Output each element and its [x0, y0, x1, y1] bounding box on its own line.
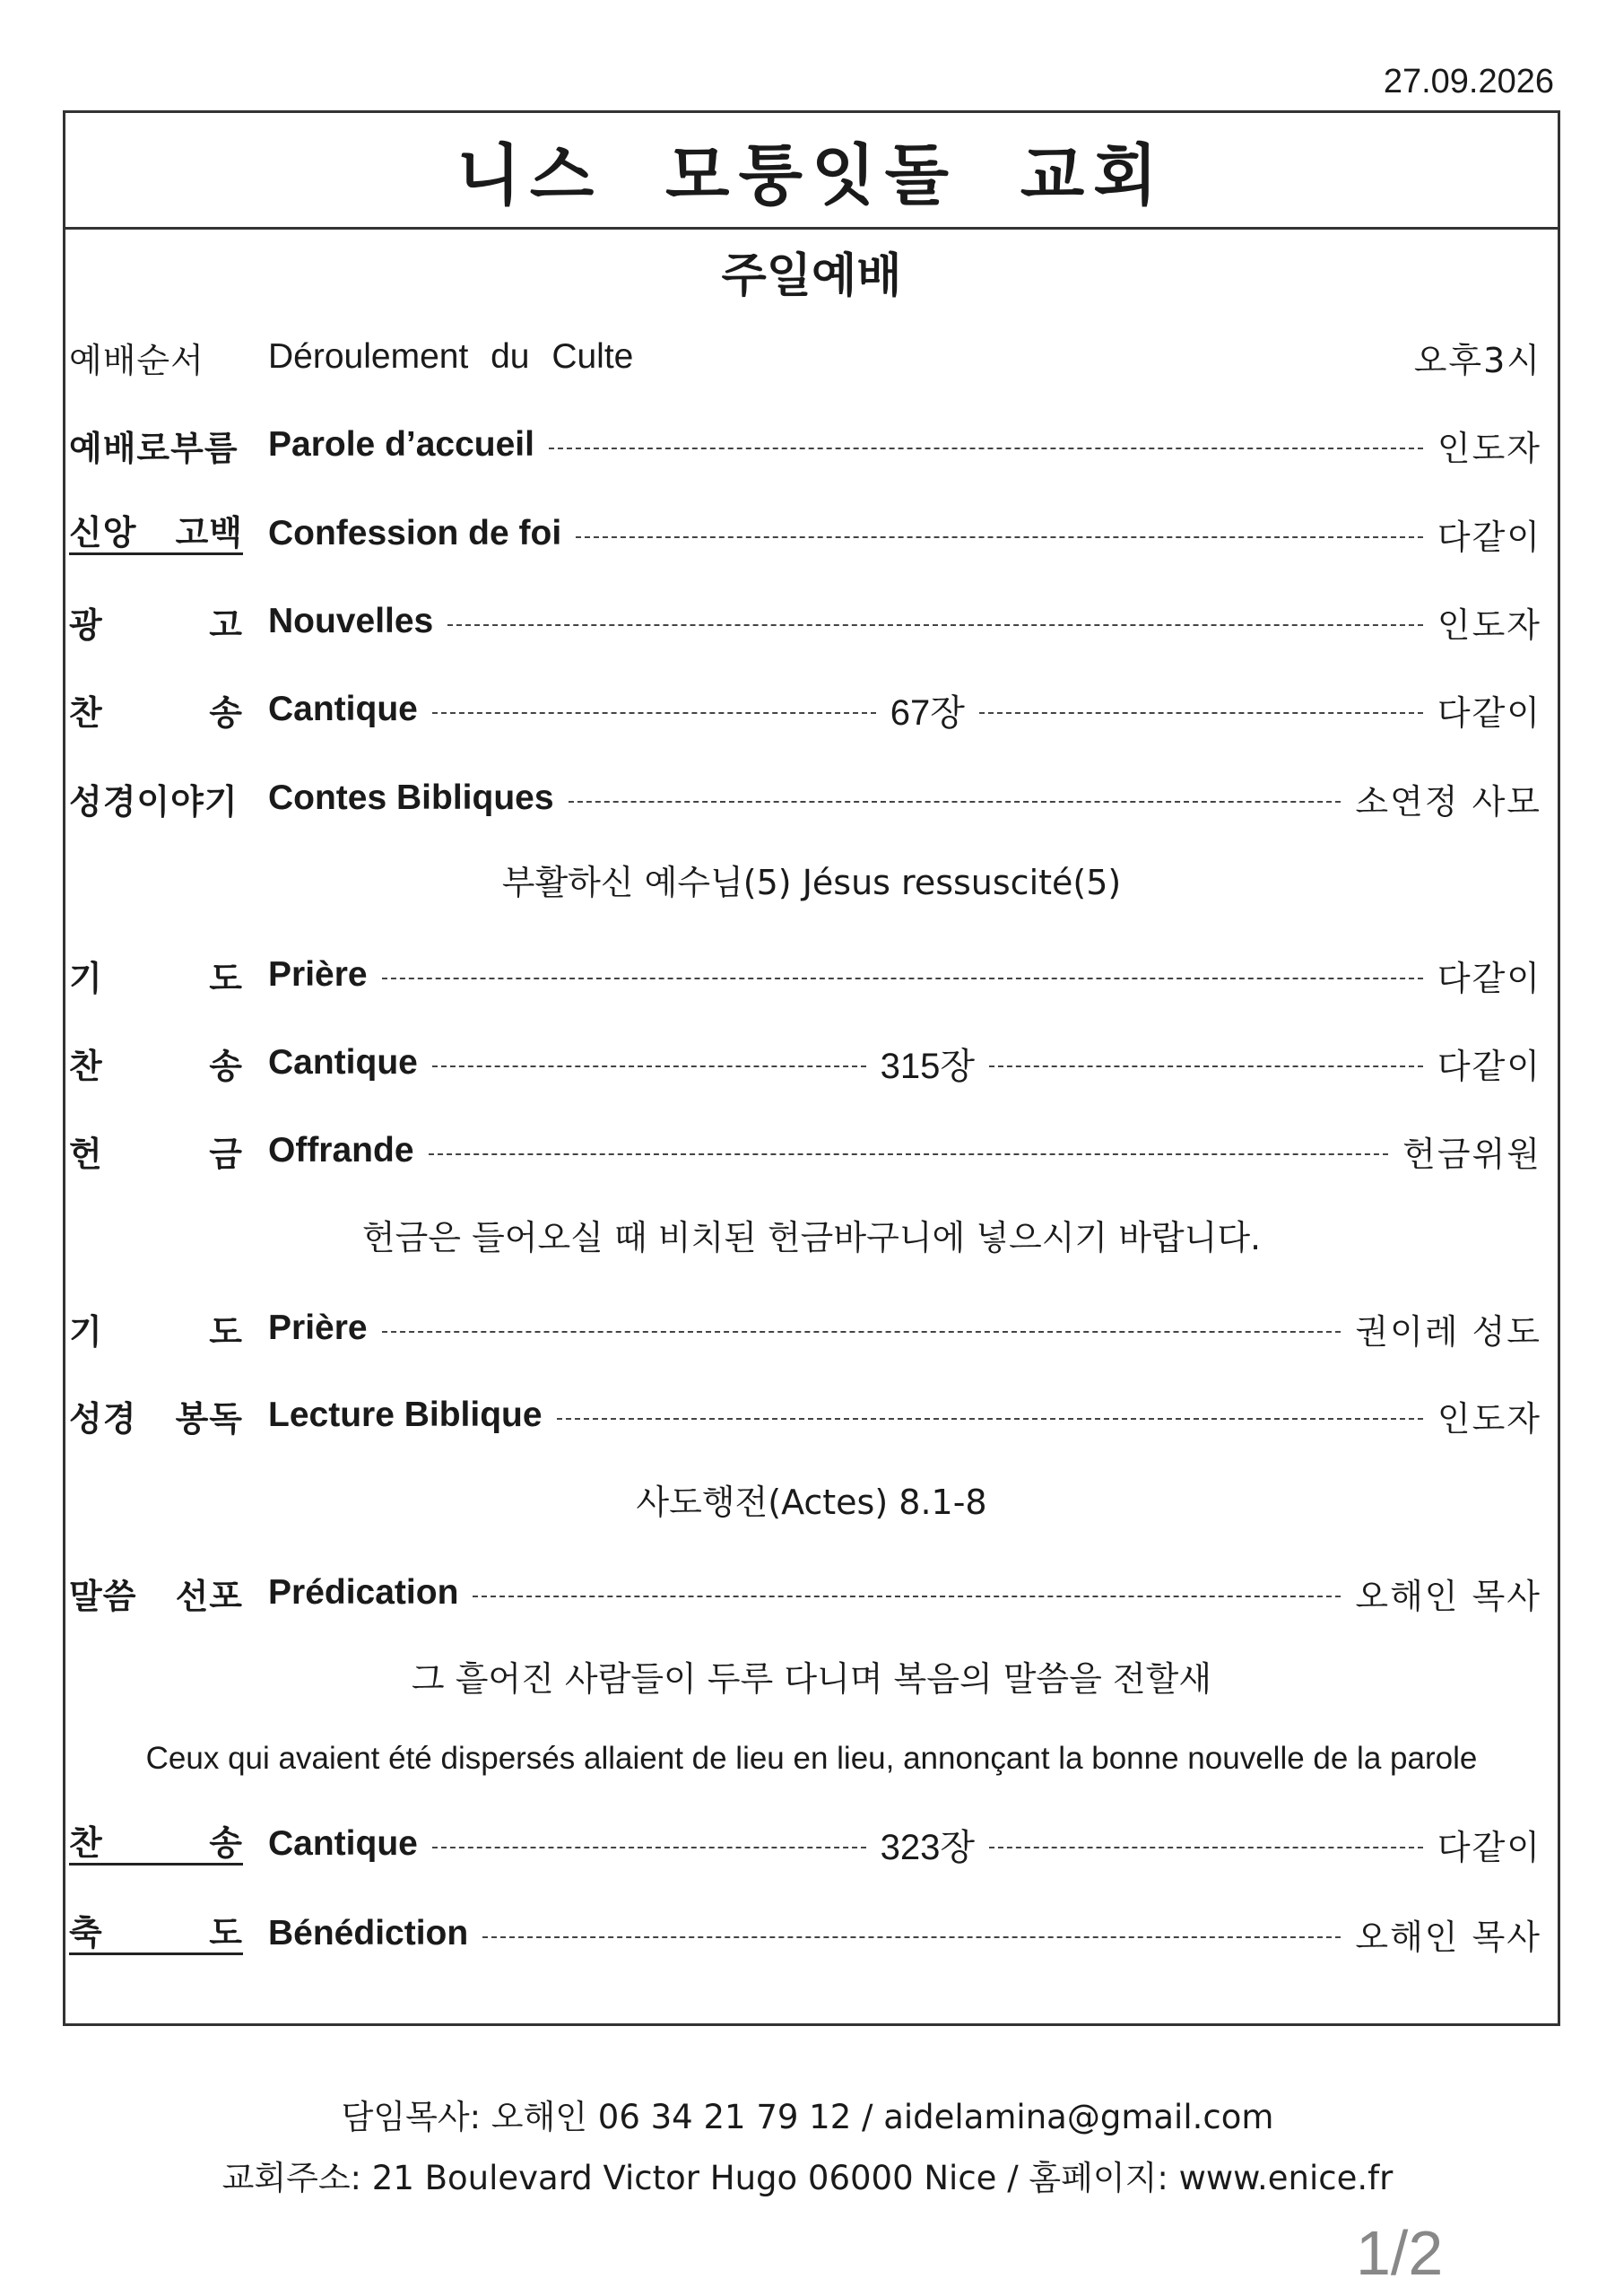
- order-item-kor: [69, 951, 243, 1000]
- dotted-leader: [382, 978, 1423, 979]
- order-item-kor-part: 기: [69, 958, 103, 998]
- dotted-leader: [989, 1847, 1423, 1848]
- order-item-role: 인도자: [1437, 1398, 1541, 1439]
- order-item: [65, 1564, 1554, 1622]
- dotted-leader: [557, 1418, 1423, 1420]
- order-item-kor-part: 성경: [69, 1398, 137, 1439]
- service-title: 주일예배: [721, 249, 902, 303]
- order-item-kor: [69, 1569, 243, 1618]
- dotted-leader: [432, 1847, 866, 1848]
- dotted-leader: [549, 448, 1423, 449]
- order-item-kor-part: 헌: [69, 1134, 103, 1174]
- order-item-kor-part: 신앙: [69, 512, 137, 552]
- order-item: [65, 416, 1554, 474]
- dotted-leader: [979, 712, 1423, 714]
- order-item-kor: [69, 774, 243, 823]
- order-item-kor-part: 말씀: [69, 1576, 137, 1616]
- order-item-role: 오해인 목사: [1355, 1917, 1541, 1957]
- order-item-kor: [69, 1391, 243, 1440]
- offering-note: 헌금은 들어오실 때 비치된 헌금바구니에 넣으시기 바랍니다.: [361, 1218, 1262, 1257]
- order-item-kor-part: 기: [69, 1311, 103, 1352]
- order-item-kor-part: 축: [69, 1912, 103, 1952]
- order-item-kor-part: 금: [209, 1134, 243, 1174]
- order-item-kor-part: 도: [209, 1912, 243, 1952]
- order-item-kor: [69, 1823, 243, 1866]
- hymn-number: 315장: [880, 1046, 976, 1086]
- order-item-fr: Bénédiction: [268, 1914, 469, 1952]
- order-item-kor-part: 송: [209, 692, 243, 733]
- sermon-text-kor: 그 흩어진 사람들이 두루 다니며 복음의 말씀을 전할새: [411, 1659, 1212, 1699]
- dotted-leader: [989, 1065, 1423, 1067]
- order-item: [65, 593, 1554, 650]
- order-item-kor: [69, 513, 243, 555]
- order-item-kor: [69, 1913, 243, 1955]
- hymn-number: 67장: [890, 692, 965, 733]
- order-item-role: 다같이: [1437, 692, 1542, 733]
- order-item-kor-part: 도: [209, 958, 243, 998]
- order-item: [65, 1905, 1554, 1962]
- order-item-fr: Cantique: [268, 690, 418, 728]
- dotted-leader: [429, 1153, 1389, 1155]
- order-item-role: 다같이: [1437, 517, 1541, 557]
- church-address: 교회주소: 21 Boulevard Victor Hugo 06000 Nice / 홈페이지: www.enice.fr: [221, 2159, 1394, 2197]
- sermon-text-fr: Ceux qui avaient été dispersés allaient de lieu en lieu, annonçant la bonne nouvelle de la parole: [145, 1741, 1478, 1776]
- order-item-role: 다같이: [1437, 1046, 1542, 1086]
- dotted-leader: [576, 536, 1423, 538]
- order-item-fr: Prière: [268, 1309, 368, 1347]
- order-item-fr: Nouvelles: [268, 602, 434, 640]
- order-header-kor: 예배순서: [69, 340, 204, 380]
- order-item-kor-part: 광: [69, 604, 103, 645]
- order-item-kor: [69, 1126, 243, 1176]
- order-item: [65, 1034, 1554, 1091]
- bulletin-date: 27.09.2026: [1383, 63, 1554, 100]
- order-item: [65, 1122, 1554, 1179]
- order-item: [65, 1815, 1554, 1873]
- dotted-leader: [482, 1936, 1341, 1938]
- order-item: [65, 1300, 1554, 1357]
- order-item-kor-part: 고: [209, 604, 243, 645]
- order-header-fr: Déroulement du Culte: [268, 337, 634, 376]
- order-item-fr: Confession de foi: [268, 514, 562, 552]
- order-item-kor-part: 찬: [69, 692, 103, 733]
- order-item-role: 인도자: [1437, 604, 1541, 645]
- order-item-fr: Lecture Biblique: [268, 1396, 543, 1434]
- order-item-fr: Offrande: [268, 1131, 414, 1170]
- order-item-fr: Cantique: [268, 1043, 418, 1082]
- order-item-kor-part: 찬: [69, 1822, 103, 1863]
- order-item-kor: [69, 1304, 243, 1353]
- order-item-kor-part: 송: [209, 1822, 243, 1863]
- page-number: 1/2: [1356, 2218, 1444, 2288]
- order-item-fr: Prédication: [268, 1573, 459, 1612]
- order-item-kor-part: 봉독: [175, 1398, 243, 1439]
- pastor-contact: 담임목사: 오해인 06 34 21 79 12 / aidelamina@gmail.com: [341, 2098, 1274, 2136]
- order-item-role: 다같이: [1437, 1827, 1542, 1867]
- order-item: [65, 770, 1554, 827]
- order-item-kor-part: 찬: [69, 1046, 103, 1086]
- scripture-reference: 사도행전(Actes) 8.1-8: [636, 1483, 987, 1522]
- bulletin-frame: [63, 110, 1560, 2026]
- church-name: 니스 모퉁잇돌 교회: [65, 113, 1558, 230]
- dotted-leader: [432, 1065, 866, 1067]
- dotted-leader: [432, 712, 876, 714]
- hymn-number: 323장: [880, 1827, 976, 1867]
- order-item-kor-part: 도: [209, 1311, 243, 1352]
- order-item-role: 소연정 사모: [1355, 781, 1541, 822]
- order-item-fr: Cantique: [268, 1824, 418, 1863]
- order-item-kor: [69, 421, 243, 470]
- order-item-role: 헌금위원: [1402, 1134, 1541, 1174]
- dotted-leader: [447, 624, 1423, 626]
- order-item: [65, 1387, 1554, 1444]
- order-item-kor: [69, 597, 243, 647]
- dotted-leader: [473, 1596, 1341, 1597]
- order-item: [65, 946, 1554, 1004]
- order-item-kor-part: 송: [209, 1046, 243, 1086]
- order-item-fr: Contes Bibliques: [268, 778, 554, 817]
- order-item: [65, 505, 1554, 562]
- order-item-kor-part: 성경이야기: [69, 781, 239, 822]
- order-item-kor-part: 예배로부름: [69, 428, 239, 468]
- order-item-kor: [69, 1039, 243, 1088]
- dotted-leader: [382, 1331, 1341, 1333]
- order-item-fr: Parole d’accueil: [268, 425, 534, 464]
- order-item-fr: Prière: [268, 955, 368, 994]
- order-item-role: 권이레 성도: [1355, 1311, 1541, 1352]
- order-item: [65, 681, 1554, 738]
- order-item-kor: [69, 685, 243, 735]
- dotted-leader: [569, 801, 1341, 803]
- service-time: 오후3시: [1413, 340, 1541, 380]
- order-header: [65, 328, 1554, 386]
- order-item-role: 오해인 목사: [1355, 1576, 1541, 1616]
- order-item-role: 다같이: [1437, 958, 1541, 998]
- story-title: 부활하신 예수님(5) Jésus ressuscité(5): [501, 863, 1122, 902]
- order-item-kor-part: 선포: [175, 1576, 243, 1616]
- order-item-role: 인도자: [1437, 428, 1541, 468]
- order-item-kor-part: 고백: [175, 512, 243, 552]
